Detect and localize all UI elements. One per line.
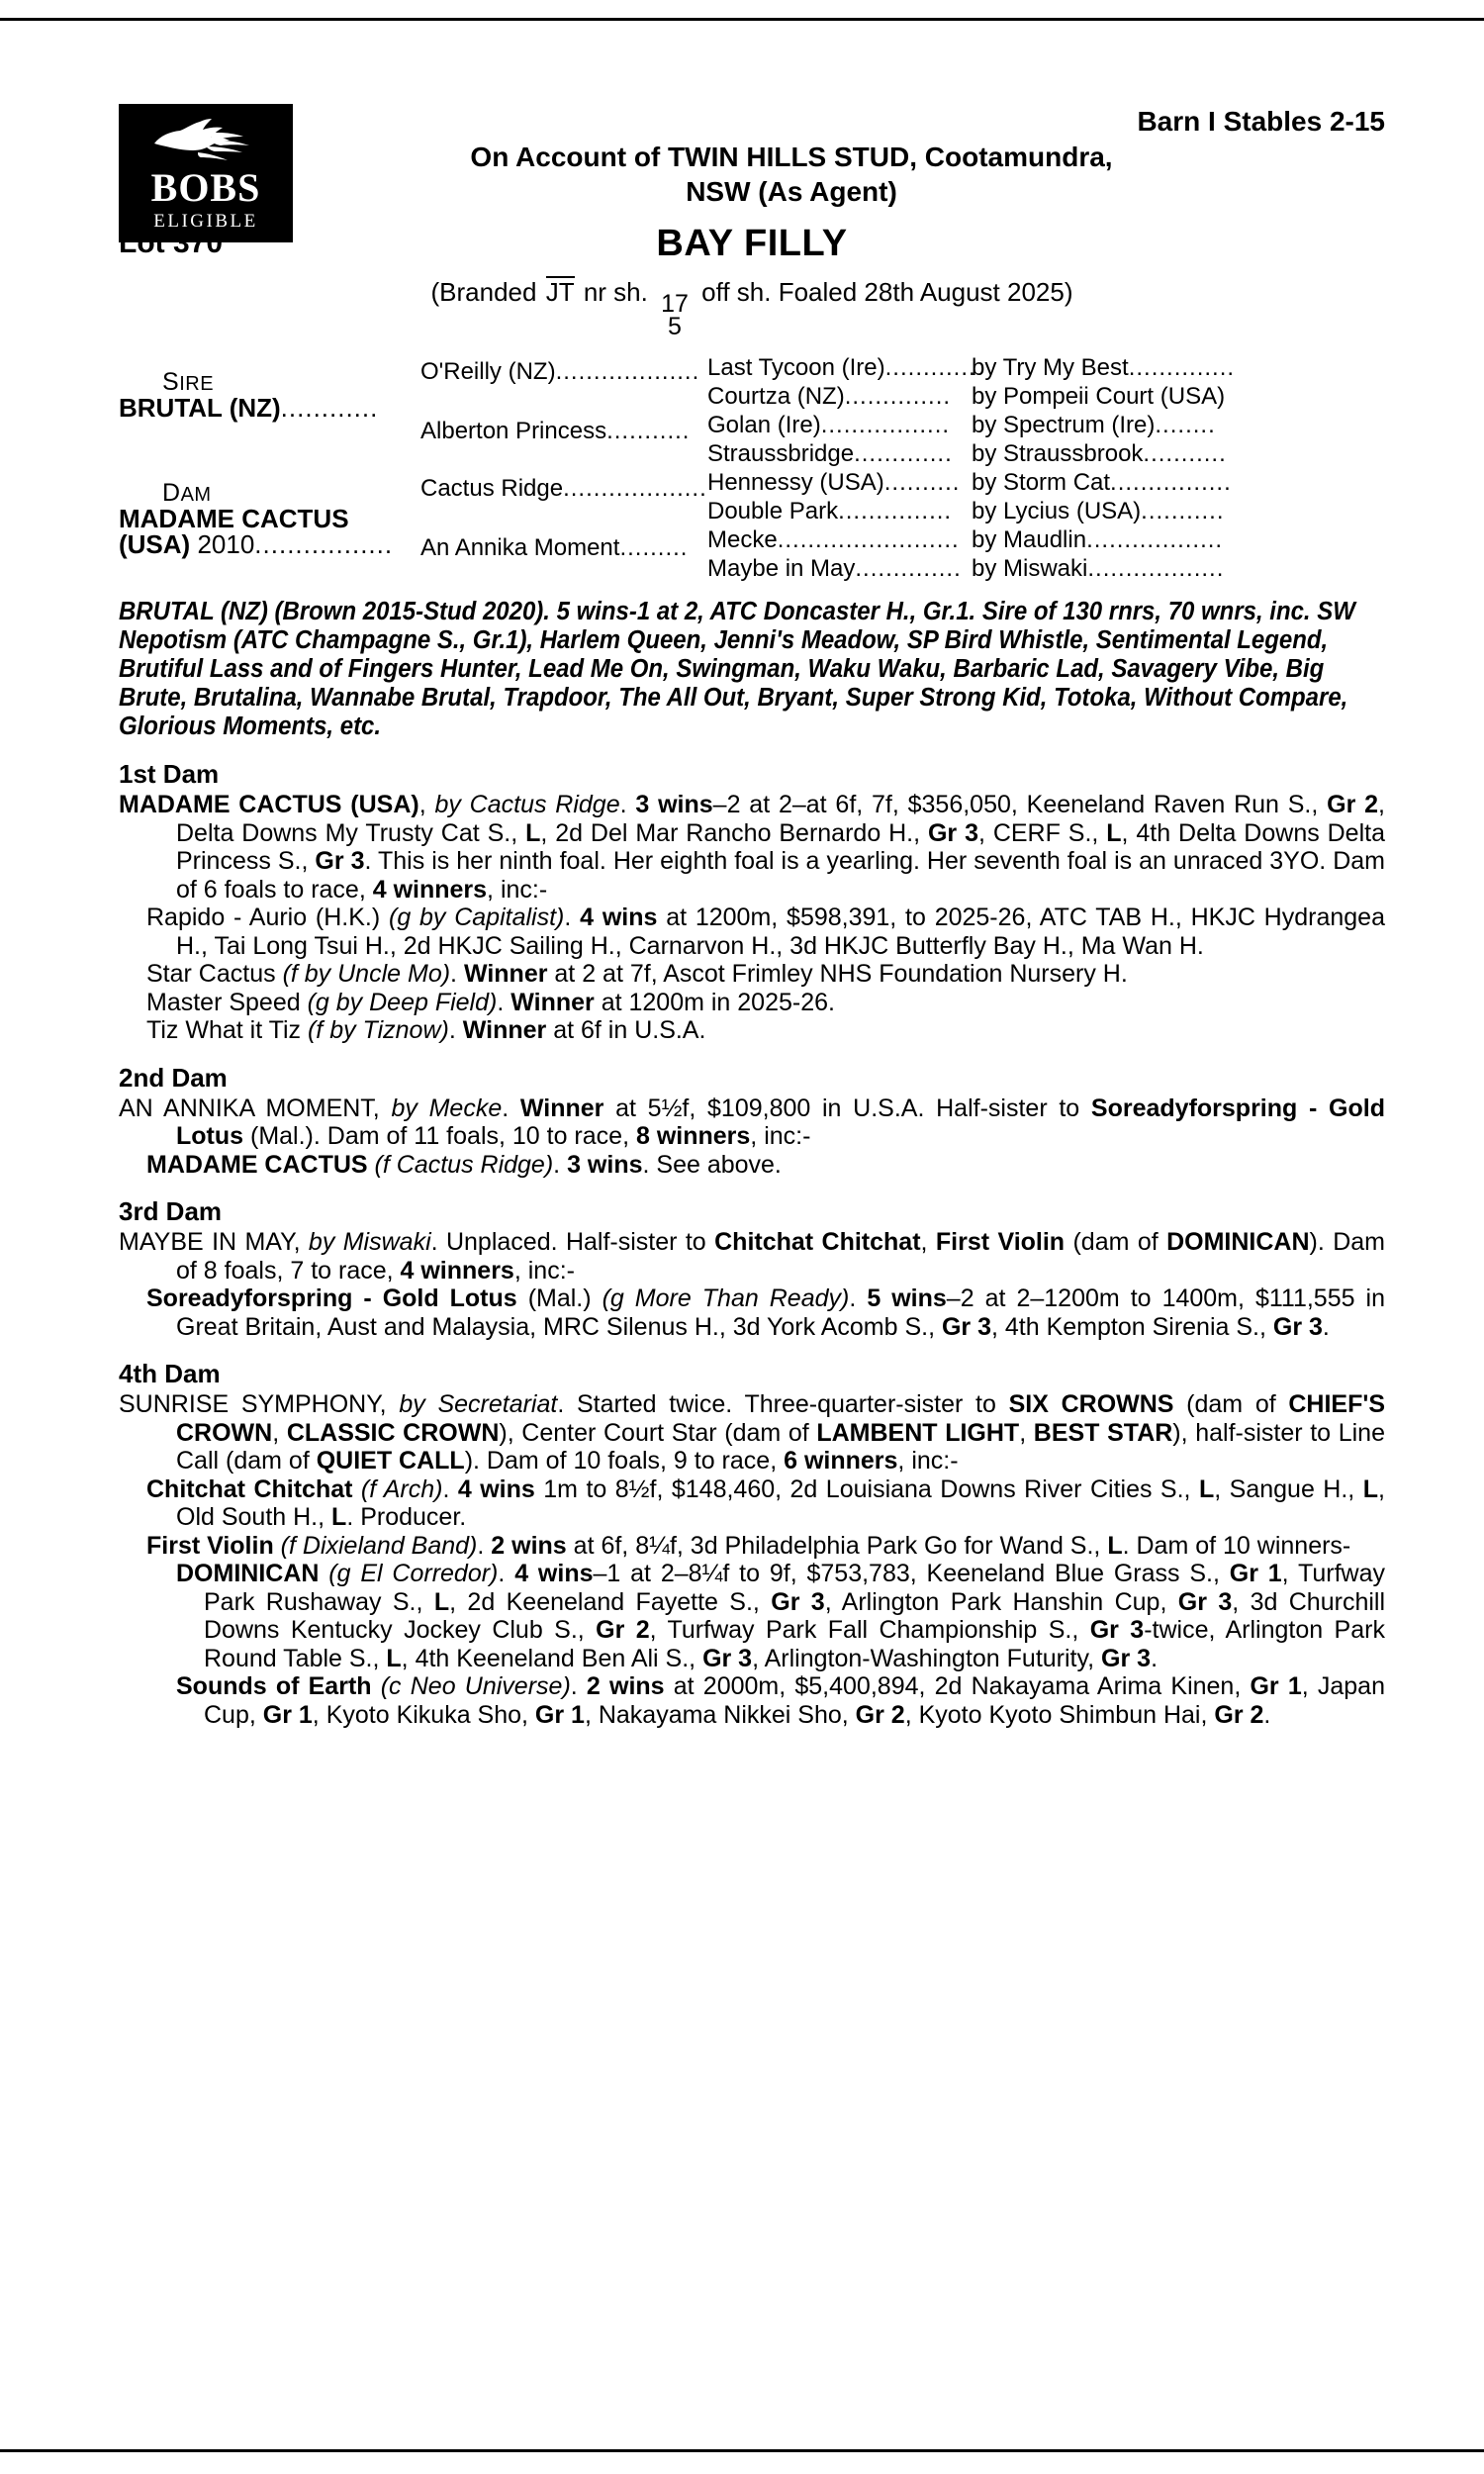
bobs-eligible-sub: ELIGIBLE — [153, 211, 258, 232]
dam-section-heading: 2nd Dam — [119, 1062, 228, 1093]
family-sections — [119, 759, 1385, 1729]
pedigree-entry: Soreadyforspring - Gold Lotus (Mal.) (g More Than Ready). 5 wins–2 at 2–1200m to 1400m, $111,555 in Great Britain, Aust and Malaysia, MRC Silenus H., 3d York Acomb S., Gr 3, 4th Kempton Sirenia S., Gr 3. — [146, 1285, 1385, 1341]
vendor-line-2: NSW (As Agent) — [686, 175, 897, 207]
pedigree-entry: Rapido - Aurio (H.K.) (g by Capitalist). 4 wins at 1200m, $598,391, to 2025-26, ATC TAB H., HKJC Hydrangea H., Tai Long Tsui H., 2d HKJC Sailing H., Carnarvon H., 3d HKJC Butterfly Bay H., Ma Wan H. — [146, 904, 1385, 960]
pedigree-column-sireof — [972, 356, 1387, 586]
sire-summary-paragraph: BRUTAL (NZ) (Brown 2015-Stud 2020). 5 wins-1 at 2, ATC Doncaster H., Gr.1. Sire of 130 rnrs, 70 wnrs, inc. SW Nepotism (ATC Champagne S., Gr.1), Harlem Queen, Jenni's Meadow, SP Bird Whistle, Sentimental Legend, Brutiful Lass and of Fingers Hunter, Lead Me On, Swingman, Waku Waku, Barbaric Lad, Savagery Vibe, Big Brute, Brutalina, Wannabe Brutal, Trapdoor, The All Out, Bryant, Super Strong Kid, Totoka, Without Compare, Glorious Moments, etc. — [119, 598, 1355, 741]
sire-label: SIRE — [162, 368, 215, 397]
pedigree-gen2-row: O'Reilly (NZ)................... — [420, 358, 700, 386]
pedigree-gen3-by: by Spectrum (Ire)........ — [972, 412, 1216, 439]
brand-fraction — [661, 290, 689, 341]
dam-section-heading: 3rd Dam — [119, 1196, 223, 1227]
vendor-line — [119, 140, 1385, 209]
barn-stables-label: Barn I Stables 2-15 — [1137, 106, 1385, 137]
pedigree-entry: Chitchat Chitchat (f Arch). 4 wins 1m to 8½f, $148,460, 2d Louisiana Downs River Cities S., L, Sangue H., L, Old South H., L. Producer. — [146, 1475, 1385, 1532]
dam-section — [119, 1063, 1385, 1180]
bottom-rule — [0, 2449, 1484, 2452]
pedigree-gen3-row: Straussbridge............. — [707, 440, 953, 468]
pedigree-gen3-row: Maybe in May.............. — [707, 555, 962, 583]
horse-head-icon — [146, 110, 265, 167]
pedigree-gen3-row: Double Park............... — [707, 498, 953, 525]
dam-section-heading: 1st Dam — [119, 759, 220, 790]
pedigree-gen3-by: by Straussbrook........... — [972, 440, 1227, 468]
pedigree-entry: MADAME CACTUS (USA), by Cactus Ridge. 3 wins–2 at 2–at 6f, 7f, $356,050, Keeneland Raven Run S., Gr 2, Delta Downs My Trusty Cat S., L, 2d Del Mar Rancho Bernardo H., Gr 3, CERF S., L, 4th Delta Downs Delta Princess S., Gr 3. This is her ninth foal. Her eighth foal is a yearling. Her seventh foal is an unraced 3YO. Dam of 6 foals to race, 4 winners, inc:- — [119, 791, 1385, 904]
pedigree-gen3-row: Last Tycoon (Ire)............ — [707, 354, 976, 382]
page-content — [119, 79, 1385, 1729]
vendor-line-1: On Account of TWIN HILLS STUD, Cootamundra, — [470, 141, 1113, 172]
pedigree-entry: SUNRISE SYMPHONY, by Secretariat. Started twice. Three-quarter-sister to SIX CROWNS (dam of CHIEF'S CROWN, CLASSIC CROWN), Center Court Star (dam of LAMBENT LIGHT, BEST STAR), half-sister to Line Call (dam of QUIET CALL). Dam of 10 foals, 9 to race, 6 winners, inc:- — [119, 1390, 1385, 1475]
sire-block — [119, 368, 379, 424]
bobs-wordmark: BOBS — [150, 165, 261, 210]
dam-name: MADAME CACTUS — [119, 504, 349, 534]
pedigree-gen3-row: Courtza (NZ).............. — [707, 383, 952, 411]
pedigree-entry: First Violin (f Dixieland Band). 2 wins at 6f, 8¼f, 3d Philadelphia Park Go for Wand S., L. Dam of 10 winners- — [146, 1531, 1351, 1560]
pedigree-entry: Master Speed (g by Deep Field). Winner at 1200m in 2025-26. — [146, 988, 835, 1016]
dam-name-origin: (USA) 2010................. — [119, 529, 394, 560]
page-title: BAY FILLY — [656, 222, 848, 264]
branding-line — [119, 276, 1385, 341]
dam-section — [119, 1359, 1385, 1729]
pedigree-gen3-row: Golan (Ire)................. — [707, 412, 951, 439]
header — [119, 79, 1385, 341]
pedigree-gen3-by: by Pompeii Court (USA) — [972, 383, 1226, 411]
pedigree-gen3-row: Mecke........................ — [707, 526, 960, 554]
sire-name: BRUTAL (NZ)............ — [119, 393, 379, 424]
lot-number: Lot 370 — [119, 226, 224, 259]
brand-suffix: off sh. Foaled 28th August 2025) — [701, 276, 1073, 307]
pedigree-gen3-by: by Maudlin.................. — [972, 526, 1224, 554]
pedigree-entry: Tiz What it Tiz (f by Tiznow). Winner at 6f in U.S.A. — [146, 1016, 706, 1045]
pedigree-table — [119, 356, 1385, 584]
brand-fraction-numerator: 17 — [661, 290, 689, 319]
brand-symbol: JT — [545, 276, 575, 307]
dam-block — [119, 479, 394, 560]
pedigree-gen3-by: by Try My Best.............. — [972, 354, 1236, 382]
dam-label: DAM — [162, 479, 212, 508]
pedigree-gen2-row: An Annika Moment......... — [420, 534, 689, 562]
brand-nr-shoulder: nr sh. — [583, 276, 648, 307]
brand-fraction-denominator: 5 — [668, 313, 682, 341]
pedigree-gen2-row: Cactus Ridge................... — [420, 475, 707, 503]
pedigree-gen3-by: by Lycius (USA)........... — [972, 498, 1225, 525]
pedigree-gen3-by: by Miswaki.................. — [972, 555, 1225, 583]
top-rule — [0, 18, 1484, 21]
pedigree-entry: MAYBE IN MAY, by Miswaki. Unplaced. Half-sister to Chitchat Chitchat, First Violin (dam of DOMINICAN). Dam of 8 foals, 7 to race, 4 winners, inc:- — [119, 1228, 1385, 1285]
pedigree-gen3-row: Hennessy (USA).......... — [707, 469, 961, 497]
pedigree-entry: MADAME CACTUS (f Cactus Ridge). 3 wins. See above. — [146, 1150, 782, 1179]
pedigree-entry: Star Cactus (f by Uncle Mo). Winner at 2 at 7f, Ascot Frimley NHS Foundation Nursery H. — [146, 960, 1128, 989]
pedigree-entry: AN ANNIKA MOMENT, by Mecke. Winner at 5½f, $109,800 in U.S.A. Half-sister to Soreadyforspring - Gold Lotus (Mal.). Dam of 11 foals, 10 to race, 8 winners, inc:- — [119, 1094, 1385, 1151]
dam-section — [119, 1196, 1385, 1341]
pedigree-gen3-by: by Storm Cat................ — [972, 469, 1232, 497]
dam-section — [119, 759, 1385, 1045]
lot-title-row — [119, 223, 1385, 272]
pedigree-entry: Sounds of Earth (c Neo Universe). 2 wins at 2000m, $5,400,894, 2d Nakayama Arima Kinen, Gr 1, Japan Cup, Gr 1, Kyoto Kikuka Sho, Gr 1, Nakayama Nikkei Sho, Gr 2, Kyoto Kyoto Shimbun Hai, Gr 2. — [176, 1672, 1385, 1729]
brand-prefix: (Branded — [430, 276, 537, 307]
pedigree-entry: DOMINICAN (g El Corredor). 4 wins–1 at 2–8¼f to 9f, $753,783, Keeneland Blue Grass S., Gr 1, Turfway Park Rushaway S., L, 2d Keeneland Fayette S., Gr 3, Arlington Park Hanshin Cup, Gr 3, 3d Churchill Downs Kentucky Jockey Club S., Gr 2, Turfway Park Fall Championship S., Gr 3-twice, Arlington Park Round Table S., L, 4th Keeneland Ben Ali S., Gr 3, Arlington-Washington Futurity, Gr 3. — [176, 1560, 1386, 1672]
pedigree-column-greatgrandparents — [707, 356, 974, 586]
dam-section-heading: 4th Dam — [119, 1359, 221, 1389]
pedigree-gen2-row: Alberton Princess........... — [420, 418, 691, 445]
